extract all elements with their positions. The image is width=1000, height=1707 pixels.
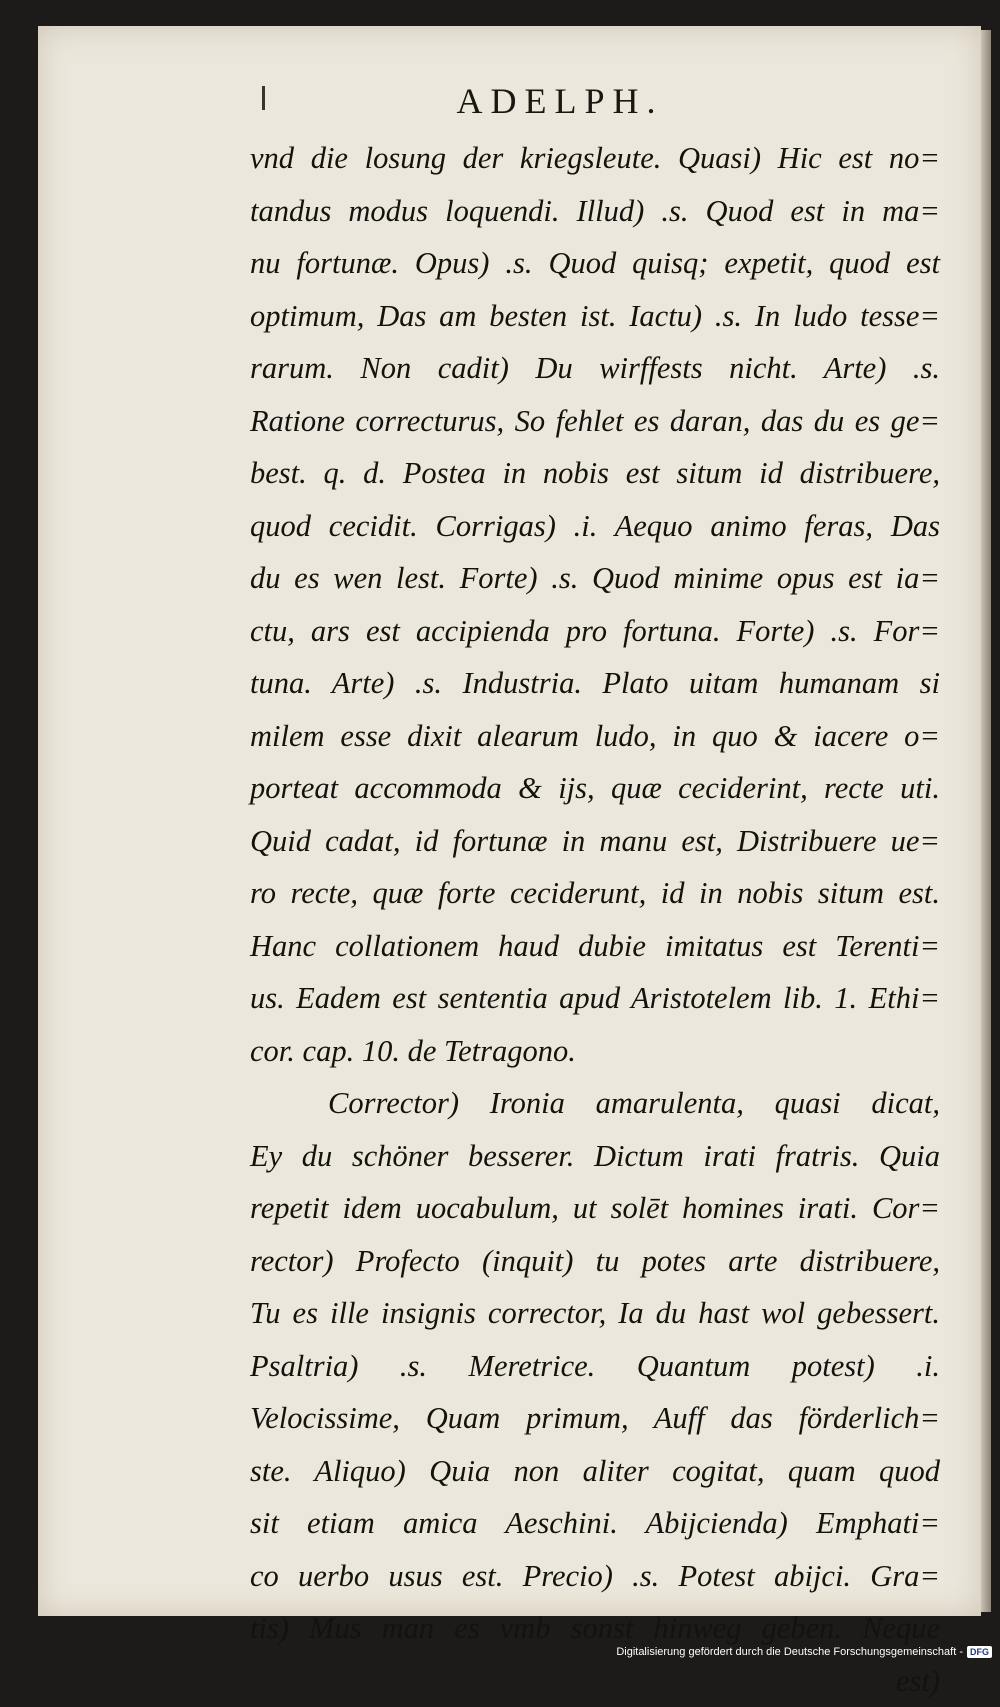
digitization-credit <box>616 1646 992 1658</box>
text-line: rector) Profecto (inquit) tu potes arte distribuere, <box>250 1235 940 1288</box>
text-line: Hanc collationem haud dubie imitatus est Terenti= <box>250 920 940 973</box>
text-line: repetit idem uocabulum, ut solēt homines irati. Cor= <box>250 1182 940 1235</box>
text-line: sit etiam amica Aeschini. Abijcienda) Emphati= <box>250 1497 940 1550</box>
text-line: nu fortunæ. Opus) .s. Quod quisq; expetit, quod est <box>250 237 940 290</box>
text-line: Quid cadat, id fortunæ in manu est, Distribuere ue= <box>250 815 940 868</box>
text-line: tis) Mus man es vmb sonst hinweg geben. Neque <box>250 1602 940 1655</box>
text-line: ste. Aliquo) Quia non aliter cogitat, quam quod <box>250 1445 940 1498</box>
text-line: rarum. Non cadit) Du wirffests nicht. Arte) .s. <box>250 342 940 395</box>
page-edge <box>981 30 991 1612</box>
dfg-logo: DFG <box>967 1646 992 1658</box>
text-line: porteat accommoda & ijs, quæ ceciderint, recte uti. <box>250 762 940 815</box>
text-line: Corrector) Ironia amarulenta, quasi dicat, <box>250 1077 940 1130</box>
text-line: tuna. Arte) .s. Industria. Plato uitam humanam si <box>250 657 940 710</box>
text-line: du es wen lest. Forte) .s. Quod minime opus est ia= <box>250 552 940 605</box>
text-line: Tu es ille insignis corrector, Ia du hast wol gebessert. <box>250 1287 940 1340</box>
text-line: best. q. d. Postea in nobis est situm id distribuere, <box>250 447 940 500</box>
catchword: est) <box>250 1655 940 1707</box>
text-line: cor. cap. 10. de Tetragono. <box>250 1025 940 1078</box>
text-line: tandus modus loquendi. Illud) .s. Quod est in ma= <box>250 185 940 238</box>
credit-text: Digitalisierung gefördert durch die Deutsche Forschungsgemeinschaft - <box>616 1646 963 1658</box>
text-line: vnd die losung der kriegsleute. Quasi) Hic est no= <box>250 132 940 185</box>
text-line: Velocissime, Quam primum, Auff das förderlich= <box>250 1392 940 1445</box>
body-text <box>250 132 940 1707</box>
text-line: Psaltria) .s. Meretrice. Quantum potest) .i. <box>250 1340 940 1393</box>
text-line: Ey du schöner besserer. Dictum irati fratris. Quia <box>250 1130 940 1183</box>
text-line: milem esse dixit alearum ludo, in quo & iacere o= <box>250 710 940 763</box>
text-line: quod cecidit. Corrigas) .i. Aequo animo feras, Das <box>250 500 940 553</box>
text-line: co uerbo usus est. Precio) .s. Potest abijci. Gra= <box>250 1550 940 1603</box>
text-line: ctu, ars est accipienda pro fortuna. Forte) .s. For= <box>250 605 940 658</box>
text-line: optimum, Das am besten ist. Iactu) .s. In ludo tesse= <box>250 290 940 343</box>
text-line: Ratione correcturus, So fehlet es daran, das du es ge= <box>250 395 940 448</box>
running-head: ADELPH. <box>0 80 1000 122</box>
text-line: us. Eadem est sententia apud Aristotelem lib. 1. Ethi= <box>250 972 940 1025</box>
text-line: ro recte, quæ forte ceciderunt, id in nobis situm est. <box>250 867 940 920</box>
